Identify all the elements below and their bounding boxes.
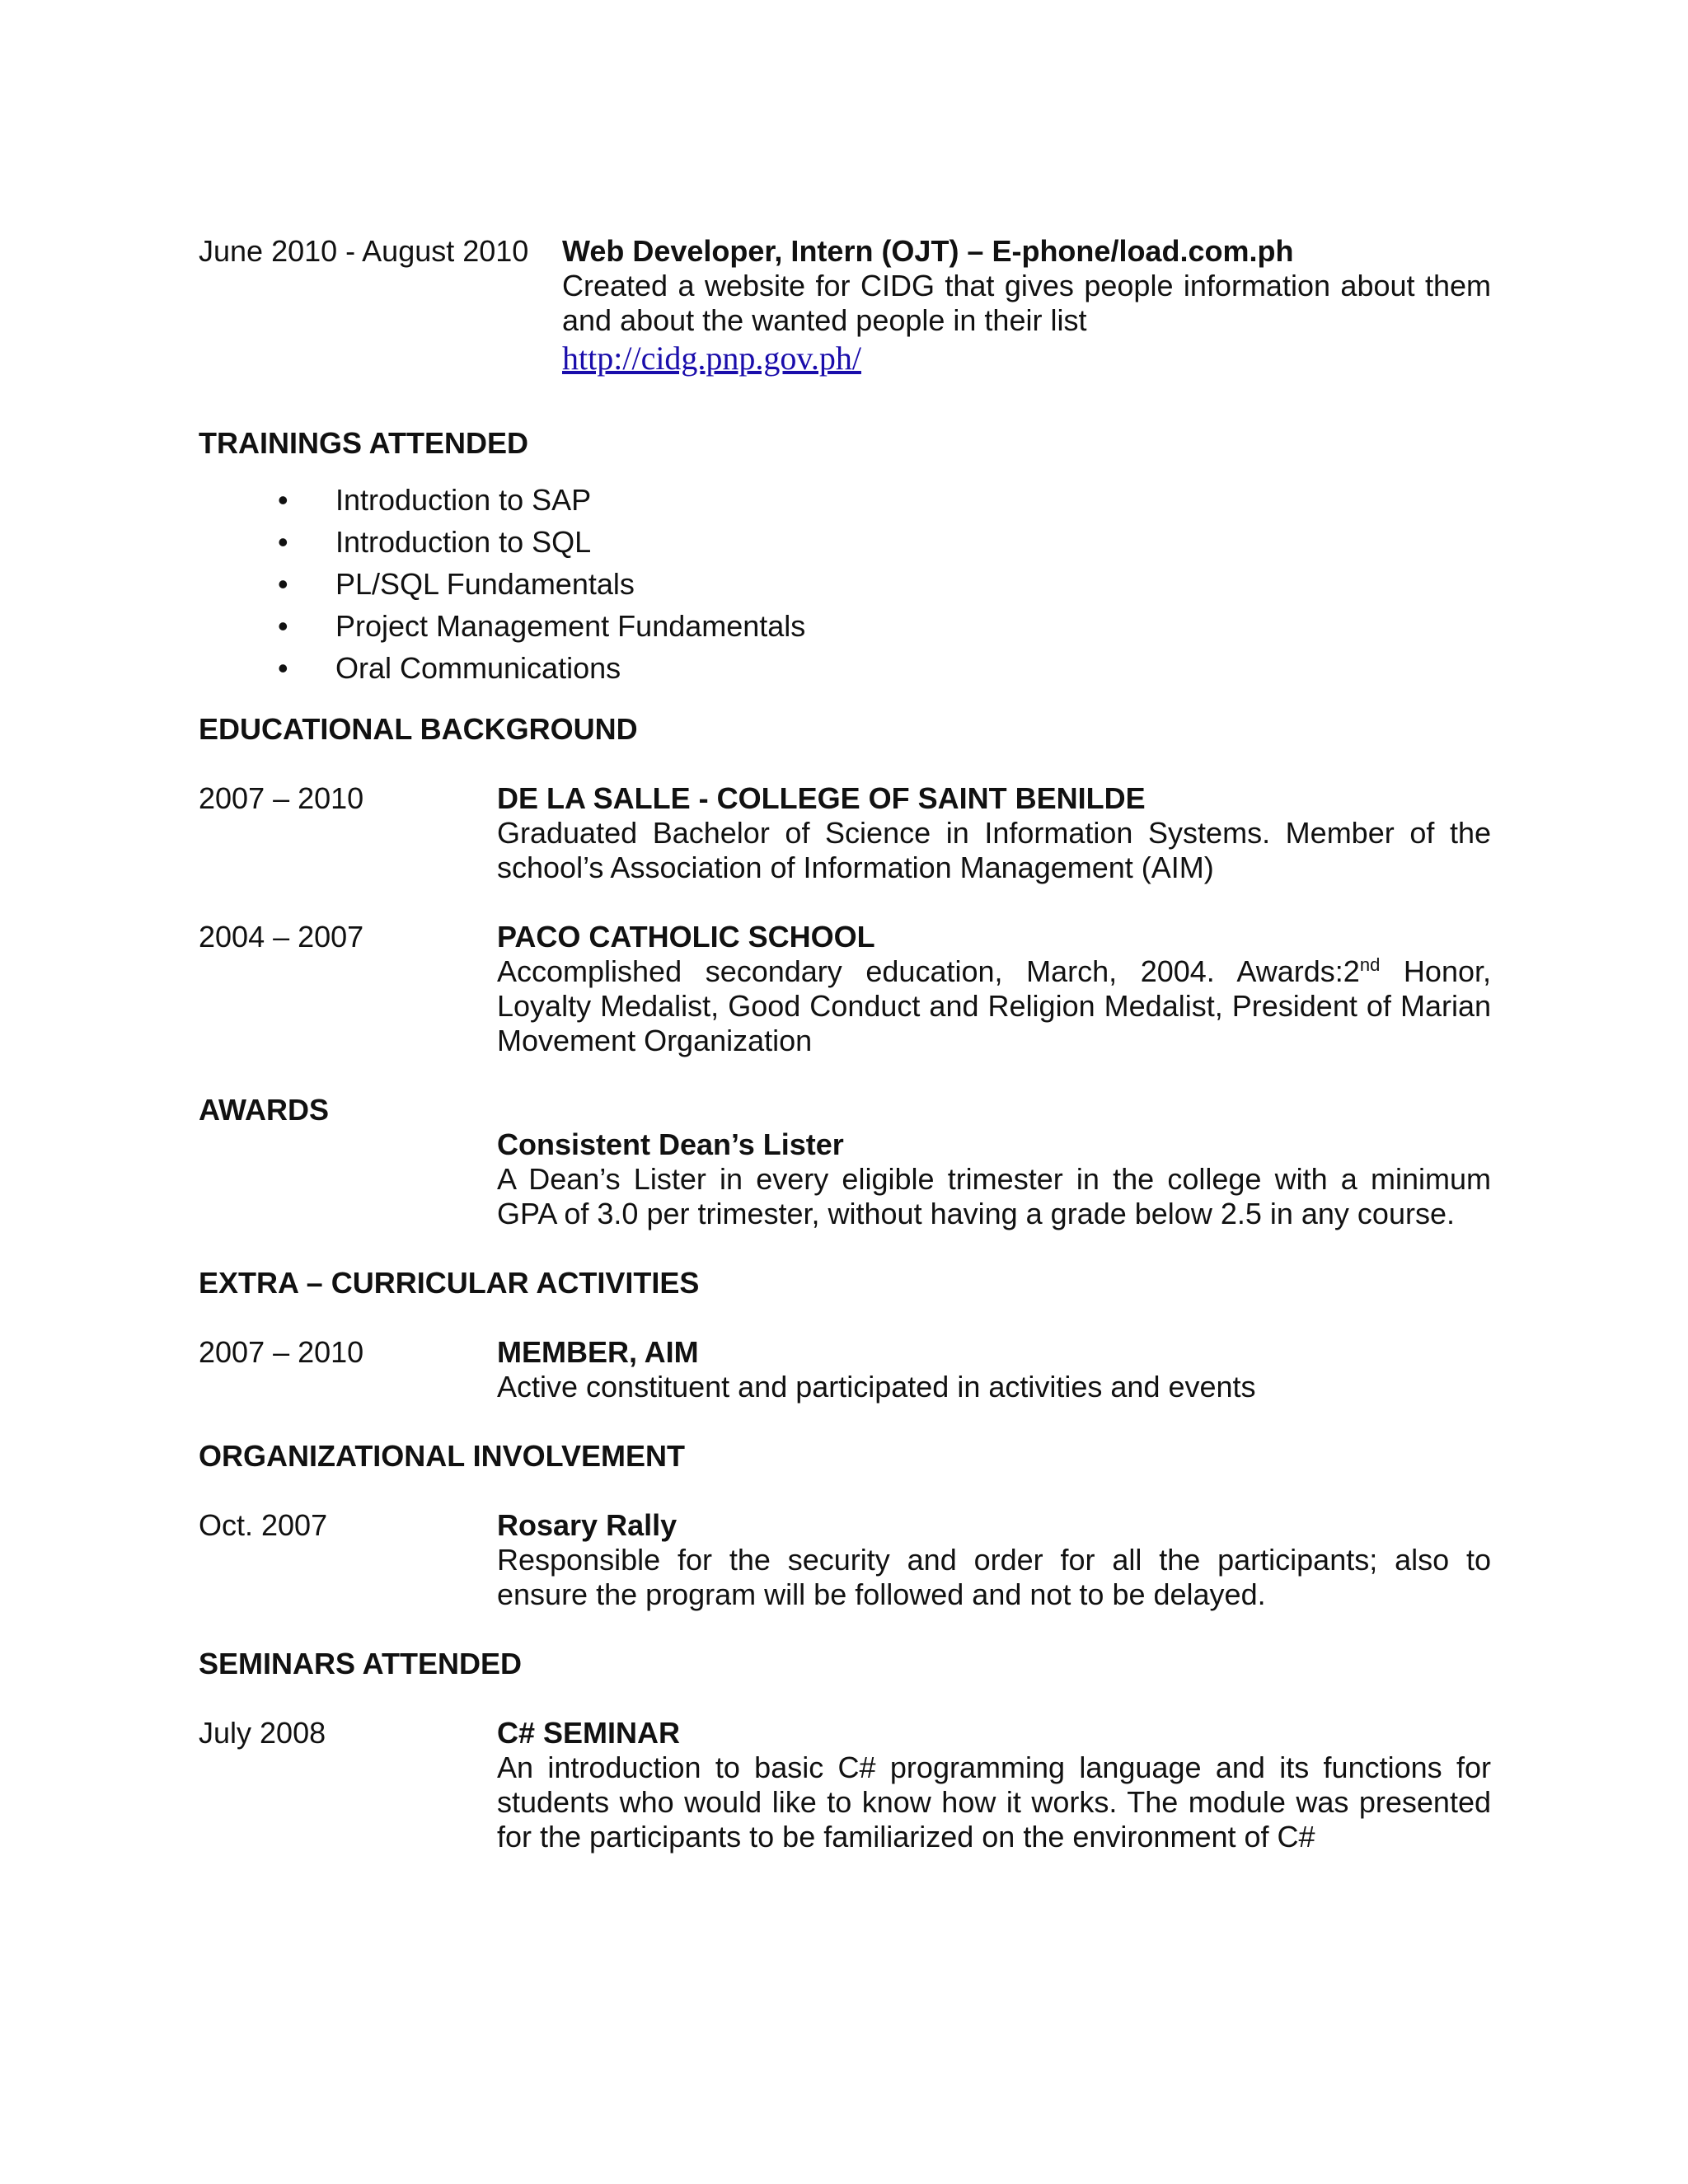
internship-body <box>562 234 1491 377</box>
education-entry <box>199 781 1491 885</box>
education-description: Graduated Bachelor of Science in Information Systems. Member of the school’s Association of Information Management (AIM) <box>497 816 1491 884</box>
extracurricular-title: MEMBER, AIM <box>497 1335 699 1369</box>
internship-entry <box>199 234 1491 377</box>
description-text: Accomplished secondary education, March, 2004. Awards:2 <box>497 954 1360 988</box>
awards-spacer <box>199 1127 497 1231</box>
training-label: Oral Communications <box>335 651 621 685</box>
award-title: Consistent Dean’s Lister <box>497 1127 844 1161</box>
education-school: PACO CATHOLIC SCHOOL <box>497 920 875 954</box>
awards-entry <box>199 1127 1491 1231</box>
list-item <box>278 479 1491 521</box>
internship-link[interactable]: http://cidg.pnp.gov.ph/ <box>562 340 861 377</box>
training-label: Introduction to SAP <box>335 483 592 517</box>
list-item <box>278 521 1491 563</box>
organizational-body <box>497 1508 1491 1612</box>
internship-title: Web Developer, Intern (OJT) – E-phone/load.com.ph <box>562 234 1294 268</box>
seminars-entry <box>199 1716 1491 1854</box>
resume-page <box>199 234 1491 1854</box>
extracurricular-body <box>497 1335 1491 1404</box>
bullet-icon: • <box>278 483 288 517</box>
organizational-heading: ORGANIZATIONAL INVOLVEMENT <box>199 1439 685 1473</box>
bullet-icon: • <box>278 609 288 643</box>
education-body <box>497 920 1491 1058</box>
training-label: Introduction to SQL <box>335 525 592 559</box>
list-item <box>278 563 1491 605</box>
organizational-description: Responsible for the security and order for all the participants; also to ensure the program will be followed and not to be delayed. <box>497 1543 1491 1611</box>
internship-date: June 2010 - August 2010 <box>199 234 529 268</box>
trainings-list <box>199 479 1491 689</box>
extracurricular-description: Active constituent and participated in activities and events <box>497 1370 1256 1404</box>
education-entry <box>199 920 1491 1058</box>
awards-heading: AWARDS <box>199 1093 330 1127</box>
seminar-description: An introduction to basic C# programming language and its functions for students who would like to know how it works. The module was presented for the participants to be familiarized on the environment of C# <box>497 1750 1491 1854</box>
seminars-body <box>497 1716 1491 1854</box>
extracurricular-entry <box>199 1335 1491 1404</box>
seminar-title: C# SEMINAR <box>497 1716 681 1750</box>
bullet-icon: • <box>278 525 288 559</box>
training-label: PL/SQL Fundamentals <box>335 567 635 601</box>
organizational-title: Rosary Rally <box>497 1508 678 1542</box>
ordinal-suffix: nd <box>1359 954 1381 975</box>
education-date: 2007 – 2010 <box>199 781 364 815</box>
internship-description: Created a website for CIDG that gives people information about them and about the wanted people in their list <box>562 269 1491 337</box>
education-date: 2004 – 2007 <box>199 920 364 954</box>
extracurricular-heading: EXTRA – CURRICULAR ACTIVITIES <box>199 1266 700 1300</box>
award-description: A Dean’s Lister in every eligible trimester in the college with a minimum GPA of 3.0 per trimester, without having a grade below 2.5 in any course. <box>497 1162 1491 1230</box>
education-heading: EDUCATIONAL BACKGROUND <box>199 712 638 746</box>
bullet-icon: • <box>278 651 288 685</box>
seminars-heading: SEMINARS ATTENDED <box>199 1647 523 1680</box>
organizational-date: Oct. 2007 <box>199 1508 328 1542</box>
organizational-entry <box>199 1508 1491 1612</box>
training-label: Project Management Fundamentals <box>335 609 806 643</box>
description-text: Honor, Loyalty Medalist, Good Conduct and Religion Medalist, President of Marian Movement Organization <box>497 954 1491 1057</box>
list-item <box>278 647 1491 689</box>
trainings-heading: TRAININGS ATTENDED <box>199 426 528 460</box>
awards-body <box>497 1127 1491 1231</box>
education-school: DE LA SALLE - COLLEGE OF SAINT BENILDE <box>497 781 1146 815</box>
list-item <box>278 605 1491 647</box>
seminars-date: July 2008 <box>199 1716 326 1750</box>
education-description <box>497 954 1491 1058</box>
education-body <box>497 781 1491 885</box>
bullet-icon: • <box>278 567 288 601</box>
extracurricular-date: 2007 – 2010 <box>199 1335 364 1369</box>
